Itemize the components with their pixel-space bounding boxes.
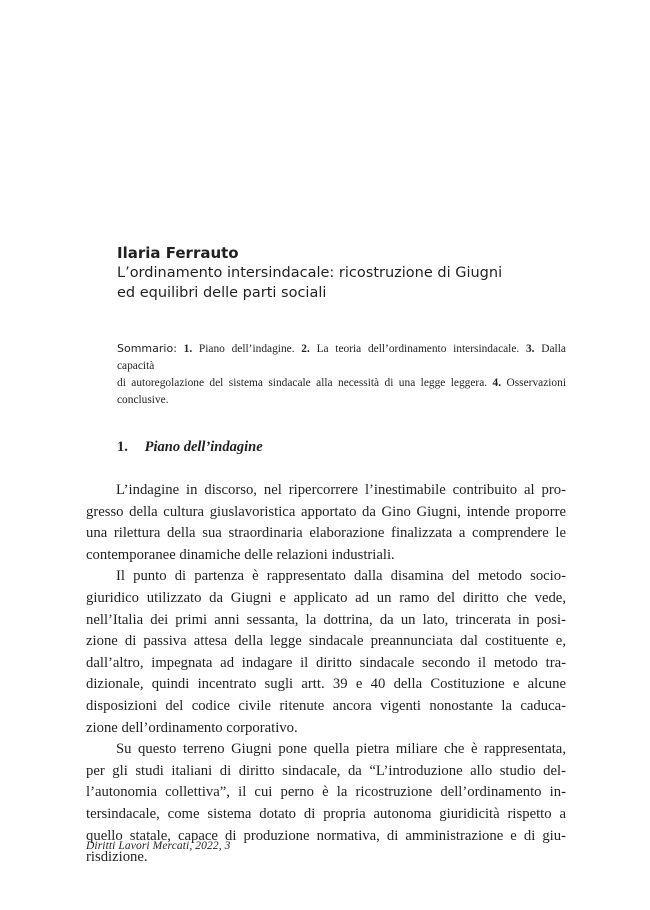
author-name: Ilaria Ferrauto xyxy=(117,244,239,262)
paragraph-line: una rilettura della sua straordinaria elaborazione finalizzata a comprendere le xyxy=(86,525,566,542)
summary-line xyxy=(117,375,566,392)
paragraph-line: zione di passiva attesa della legge sindacale preannunciata dal costituente e, xyxy=(86,633,566,650)
paragraph-line: tersindacale, come sistema dotato di propria autonoma giuridicità rispetto a xyxy=(86,805,566,822)
paragraph-line: zione dell’ordinamento corporativo. xyxy=(86,719,298,736)
section-heading xyxy=(117,437,263,457)
article-title xyxy=(117,263,577,303)
section-number: 1. xyxy=(117,439,128,455)
paragraph-line: risdizione. xyxy=(86,849,148,866)
summary-item-text: Piano dell’indagine. xyxy=(198,343,295,355)
article-title-line: ed equilibri delle parti sociali xyxy=(117,285,327,301)
summary-item-text: Dalla capacità xyxy=(117,343,566,372)
summary-item-text: di autoregolazione del sistema sindacale alla necessità di una legge leggera. xyxy=(117,377,488,389)
summary-item-number: 2. xyxy=(301,343,310,355)
paragraph-line: giuridico utilizzato da Giugni e applicato ad un ramo del diritto che vede, xyxy=(86,589,566,606)
summary-item-number: 1. xyxy=(183,343,193,355)
paragraph-line: dizionale, quindi incentrato sugli artt. 39 e 40 della Costituzione e alcune xyxy=(86,676,566,693)
summary-item-text: Osservazioni xyxy=(506,377,566,389)
section-title: Piano dell’indagine xyxy=(144,439,263,455)
paragraph-line: Il punto di partenza è rappresentato dalla disamina del metodo socio- xyxy=(116,568,566,585)
paragraph-line: disposizioni del codice civile ritenute ancora vigenti nonostante la caduca- xyxy=(86,697,566,714)
body-text xyxy=(86,480,566,869)
paragraph-line: Su questo terreno Giugni pone quella pietra miliare che è rappresentata, xyxy=(116,741,566,758)
table-of-contents-summary xyxy=(117,340,566,409)
paragraph-line: L’indagine in discorso, nel ripercorrere l’inestimabile contribuito al pro- xyxy=(116,482,566,498)
summary-item-text: conclusive. xyxy=(117,394,169,406)
summary-line xyxy=(117,392,566,409)
paragraph-line: nell’Italia dei primi anni sessanta, la dottrina, da un lato, trincerata in posi- xyxy=(86,611,566,628)
paragraph-line: quello statale, capace di produzione normativa, di amministrazione e di giu- xyxy=(86,827,566,844)
summary-item-number: 4. xyxy=(492,377,502,389)
summary-item-number: 3. xyxy=(525,343,535,355)
summary-line xyxy=(117,340,566,375)
paragraph-line: dall’altro, impegnata ad indagare il diritto sindacale secondo il metodo tra- xyxy=(86,654,566,671)
summary-label: Sommario: xyxy=(117,342,177,355)
journal-footer: Diritti Lavori Mercati, 2022, 3 xyxy=(86,840,231,852)
article-title-line: L’ordinamento intersindacale: ricostruzione di Giugni xyxy=(117,265,503,281)
paragraph-line: per gli studi italiani di diritto sindacale, da “L’introduzione allo studio del- xyxy=(86,762,566,779)
paragraph-line: gresso della cultura giuslavoristica apportato da Gino Giugni, intende proporre xyxy=(86,503,566,520)
summary-item-text: La teoria dell’ordinamento intersindacale. xyxy=(316,343,520,355)
paragraph-line: contemporanee dinamiche delle relazioni industriali. xyxy=(86,546,395,563)
paragraph-line: l’autonomia collettiva”, il cui perno è la ricostruzione dell’ordinamento in- xyxy=(86,784,566,801)
